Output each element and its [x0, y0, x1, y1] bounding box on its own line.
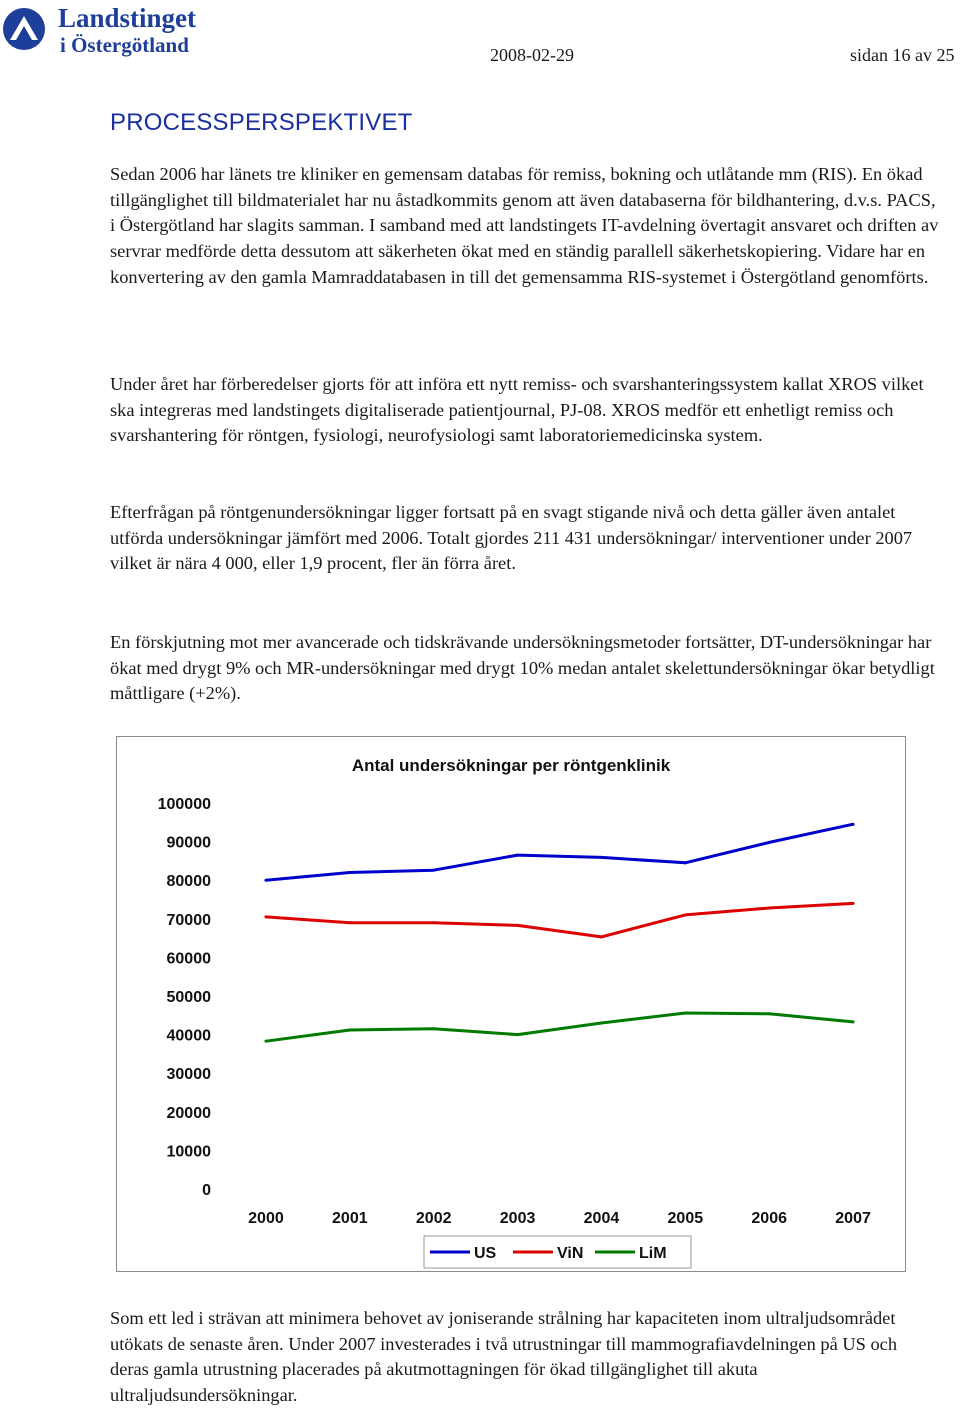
y-tick-label: 10000 — [166, 1143, 211, 1161]
section-title: PROCESSPERSPEKTIVET — [110, 109, 413, 136]
data-point-lim — [348, 1028, 351, 1031]
series-line-us — [266, 824, 853, 880]
chart-title: Antal undersökningar per röntgenklinik — [351, 756, 671, 775]
logo-text-line1: Landstinget — [58, 3, 197, 33]
y-tick-label: 0 — [202, 1182, 211, 1199]
data-point-us — [348, 871, 351, 874]
data-point-us — [600, 856, 603, 859]
y-tick-label: 50000 — [166, 989, 211, 1006]
landstinget-logo — [0, 0, 245, 62]
data-point-vin — [264, 915, 267, 918]
series-line-vin — [266, 903, 853, 937]
data-point-lim — [852, 1020, 855, 1023]
y-tick-label: 90000 — [166, 834, 211, 852]
x-tick-label: 2001 — [332, 1210, 368, 1227]
x-tick-label: 2002 — [415, 1210, 452, 1227]
y-tick-label: 100000 — [157, 796, 211, 813]
data-point-vin — [600, 935, 603, 938]
data-point-lim — [600, 1022, 603, 1025]
y-tick-label: 60000 — [166, 950, 211, 968]
data-point-vin — [516, 924, 519, 927]
x-tick-label: 2004 — [583, 1210, 620, 1227]
line-chart — [117, 737, 905, 1271]
y-tick-label: 70000 — [166, 911, 211, 929]
data-point-us — [684, 861, 687, 864]
logo-text-line2: i Östergötland — [60, 33, 189, 57]
data-point-us — [516, 854, 519, 857]
data-point-vin — [768, 906, 771, 909]
data-point-vin — [432, 921, 435, 924]
x-tick-label: 2006 — [751, 1210, 787, 1227]
data-point-lim — [432, 1027, 435, 1030]
x-tick-label: 2003 — [499, 1210, 536, 1227]
x-tick-label: 2007 — [835, 1210, 871, 1227]
paragraph-xros: Under året har förberedelser gjorts för att införa ett nytt remiss- och svarshanteringssystem kallat XROS vilket ska integreras med landstingets digitaliserade patientjournal, PJ-08. XROS medför ett enhetligt remiss och svarshantering för röntgen, fysiologi, neurofysiologi samt laboratoriemedicinska system. — [110, 374, 924, 446]
legend-label-lim: LiM — [639, 1245, 667, 1262]
legend-label-vin: ViN — [557, 1245, 584, 1262]
data-point-lim — [684, 1011, 687, 1014]
paragraph-demand: Efterfrågan på röntgenundersökningar ligger fortsatt på en svagt stigande nivå och detta gäller även antalet utförda undersökningar jämfört med 2006. Totalt gjordes 211 431 undersökningar/ interventioner under 2007 vilket är nära 4 000, eller 1,9 procent, fler än förra året. — [110, 502, 913, 574]
data-point-lim — [264, 1040, 267, 1043]
x-tick-label: 2000 — [248, 1210, 284, 1227]
legend-label-us: US — [474, 1245, 497, 1262]
data-point-vin — [684, 913, 687, 916]
y-tick-label: 30000 — [166, 1066, 211, 1084]
data-point-lim — [516, 1033, 519, 1036]
x-tick-label: 2005 — [667, 1210, 704, 1227]
paragraph-ris-pacs: Sedan 2006 har länets tre kliniker en gemensam databas för remiss, bokning och utlåtande mm (RIS). En ökad tillgänglighet till bildmaterialet har nu åstadkommits genom att även databaserna för bildhantering, d.v.s. PACS, i Östergötland har slagits samman. I samband med att landstingets IT-avdelning övertagit ansvaret och driften av servrar medförde detta dessutom att säkerheten ökat med en ständig parallell säkerhetskopiering. Vidare har en konvertering av den gamla Mamraddatabasen in till det gemensamma RIS-systemet i Östergötland genomförts. — [110, 164, 939, 287]
header-date: 2008-02-29 — [490, 45, 574, 65]
header-page-number: sidan 16 av 25 — [850, 45, 955, 65]
data-point-us — [852, 823, 855, 826]
data-point-us — [264, 879, 267, 882]
chart-frame — [116, 736, 906, 1272]
data-point-us — [432, 869, 435, 872]
y-tick-label: 20000 — [166, 1104, 211, 1122]
y-tick-label: 80000 — [166, 873, 211, 891]
data-point-vin — [348, 921, 351, 924]
paragraph-methods: En förskjutning mot mer avancerade och tidskrävande undersökningsmetoder fortsätter, DT-undersökningar har ökat med drygt 9% och MR-undersökningar med drygt 10% medan antalet skelettundersökningar ökar betydligt måttligare (+2%). — [110, 632, 935, 704]
series-line-lim — [266, 1013, 853, 1041]
data-point-us — [768, 841, 771, 844]
data-point-lim — [768, 1012, 771, 1015]
y-tick-label: 40000 — [166, 1027, 211, 1045]
data-point-vin — [852, 902, 855, 905]
paragraph-ultrasound: Som ett led i strävan att minimera behovet av joniserande strålning har kapaciteten inom ultraljudsområdet utökats de senaste åren. Under 2007 investerades i två utrustningar till mammografiavdelningen på US och deras gamla utrustning placerades på akutmottagningen för ökad tillgänglighet till akuta ultraljudsundersökningar. — [110, 1308, 898, 1406]
